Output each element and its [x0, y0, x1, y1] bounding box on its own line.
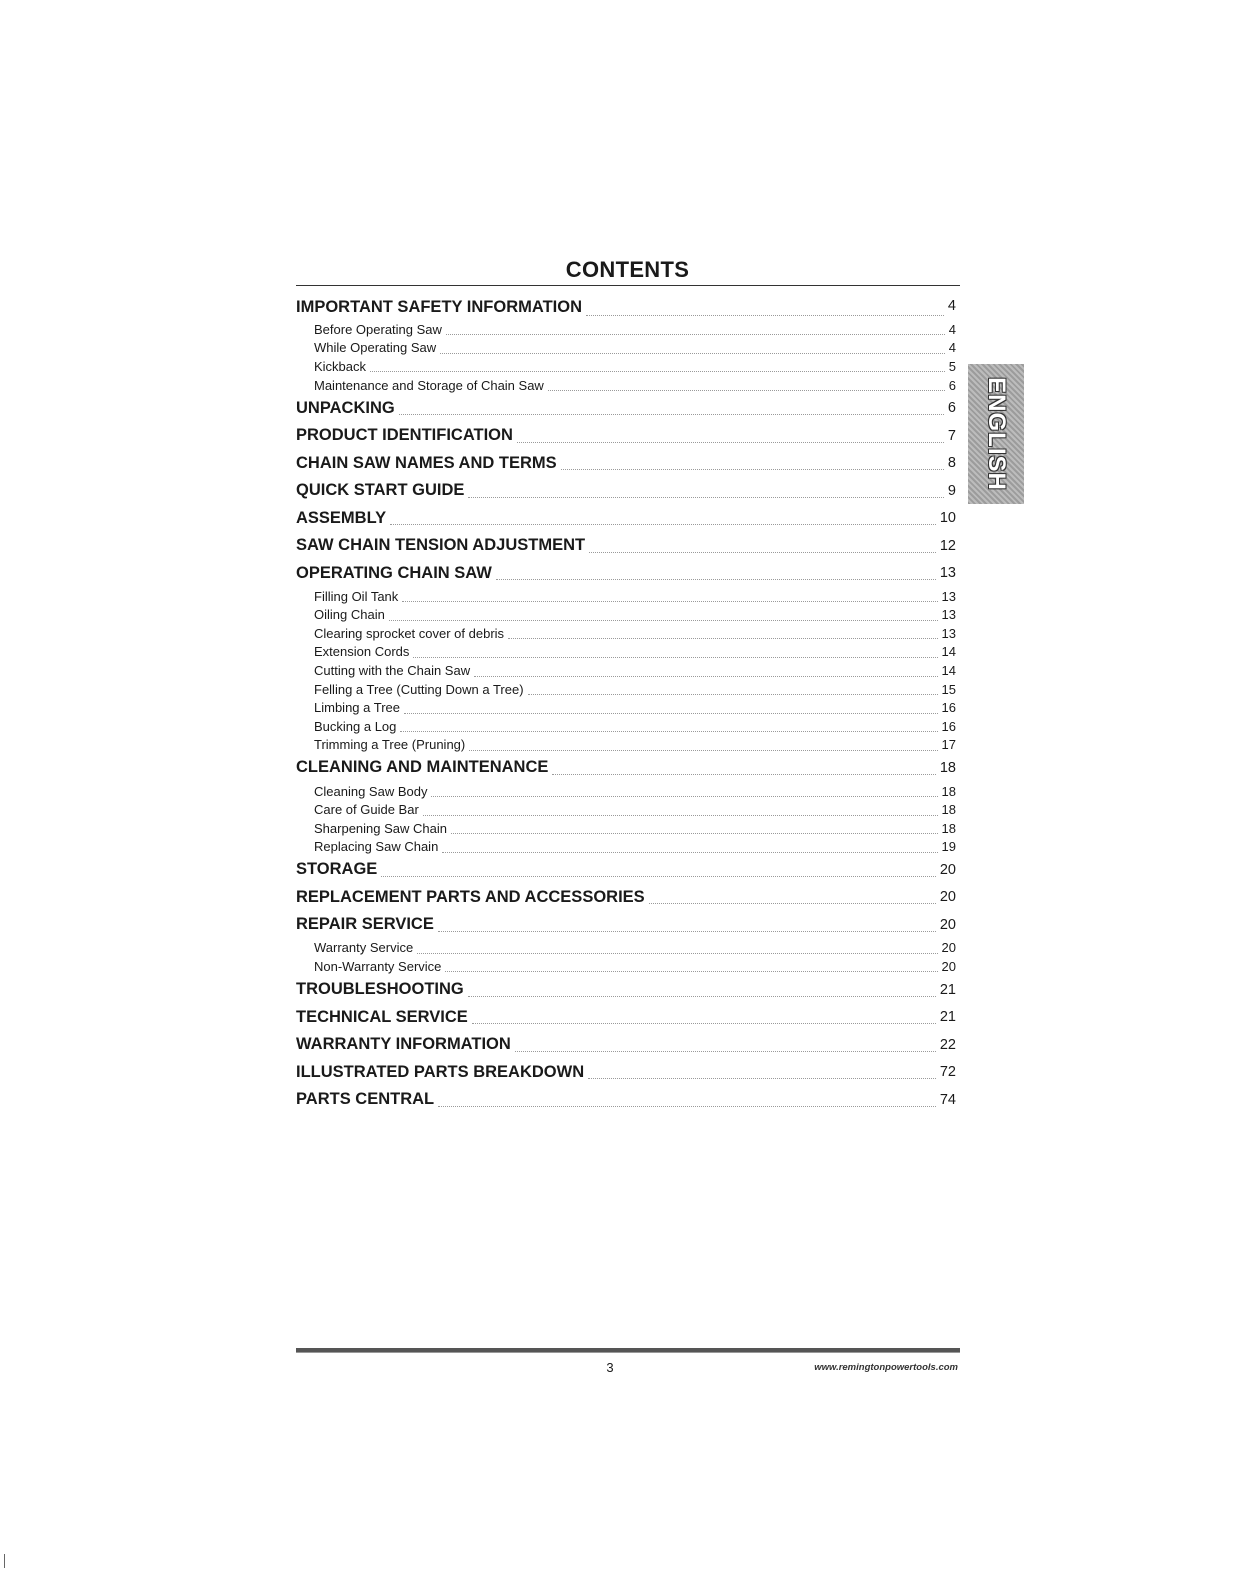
toc-page-number: 4 — [948, 321, 956, 337]
toc-subsection[interactable] — [296, 939, 956, 958]
toc-section[interactable] — [296, 449, 956, 477]
toc-page-number: 6 — [947, 400, 956, 417]
toc-subsection[interactable] — [296, 957, 956, 976]
toc-section-title: REPLACEMENT PARTS AND ACCESSORIES — [296, 887, 645, 906]
dot-leader — [451, 832, 938, 834]
toc-subsection-title: Before Operating Saw — [314, 321, 442, 337]
toc-subsection[interactable] — [296, 838, 956, 857]
toc-section-title: WARRANTY INFORMATION — [296, 1035, 511, 1054]
toc-page-number: 10 — [939, 510, 956, 527]
toc-page-number: 17 — [941, 737, 956, 753]
toc-page-number: 15 — [941, 681, 956, 697]
dot-leader — [445, 970, 937, 972]
dot-leader — [472, 1022, 936, 1024]
page-number: 3 — [606, 1360, 614, 1375]
toc-page-number: 18 — [941, 802, 956, 818]
toc-section[interactable] — [296, 422, 956, 450]
dot-leader — [402, 600, 937, 602]
toc-subsection-title: Felling a Tree (Cutting Down a Tree) — [314, 681, 524, 697]
toc-section-title: UNPACKING — [296, 398, 395, 417]
toc-section-title: ILLUSTRATED PARTS BREAKDOWN — [296, 1062, 585, 1081]
toc-subsection[interactable] — [296, 339, 956, 358]
toc-subsection-title: Bucking a Log — [314, 718, 397, 734]
dot-leader — [413, 656, 937, 658]
dot-leader — [431, 795, 937, 797]
toc-subsection-title: Replacing Saw Chain — [314, 839, 439, 855]
dot-leader — [508, 637, 938, 639]
language-tab-label: ENGLISH — [983, 377, 1010, 491]
dot-leader — [400, 730, 937, 732]
toc-page-number: 19 — [941, 839, 956, 855]
dot-leader — [370, 370, 945, 372]
dot-leader — [438, 930, 936, 932]
toc-page-number: 7 — [947, 427, 956, 444]
toc-section[interactable] — [296, 559, 956, 587]
toc-subsection[interactable] — [296, 605, 956, 624]
toc-subsection-title: Clearing sprocket cover of debris — [314, 625, 505, 641]
toc-section[interactable] — [296, 1086, 956, 1114]
dot-leader — [417, 952, 937, 954]
toc-page-number: 18 — [941, 783, 956, 799]
scan-mark — [4, 1554, 5, 1568]
toc-subsection[interactable] — [296, 320, 956, 339]
toc-subsection-title: Sharpening Saw Chain — [314, 820, 447, 836]
toc-page-number: 18 — [941, 820, 956, 836]
dot-leader — [474, 675, 937, 677]
toc-section[interactable] — [296, 532, 956, 560]
toc-subsection[interactable] — [296, 800, 956, 819]
toc-section[interactable] — [296, 477, 956, 505]
dot-leader — [438, 1105, 936, 1107]
toc-page-number: 13 — [941, 625, 956, 641]
toc-section[interactable] — [296, 1031, 956, 1059]
toc-section[interactable] — [296, 298, 956, 320]
toc-section-title: TECHNICAL SERVICE — [296, 1007, 468, 1026]
toc-page-number: 4 — [948, 340, 956, 356]
dot-leader — [440, 352, 945, 354]
toc-section[interactable] — [296, 911, 956, 939]
toc-subsection-title: Warranty Service — [314, 940, 414, 956]
toc-section-title: STORAGE — [296, 860, 378, 879]
toc-subsection-title: While Operating Saw — [314, 340, 437, 356]
toc-subsection[interactable] — [296, 376, 956, 395]
dot-leader — [528, 693, 938, 695]
toc-section-title: TROUBLESHOOTING — [296, 980, 464, 999]
footer-divider — [296, 1348, 960, 1353]
toc-page-number: 20 — [939, 861, 956, 878]
toc-section-title: OPERATING CHAIN SAW — [296, 563, 492, 582]
toc-page-number: 18 — [939, 759, 956, 776]
toc-section-title: SAW CHAIN TENSION ADJUSTMENT — [296, 536, 586, 555]
footer-url[interactable]: www.remingtonpowertools.com — [814, 1362, 958, 1373]
toc-subsection[interactable] — [296, 624, 956, 643]
toc-page-number: 16 — [941, 700, 956, 716]
dot-leader — [390, 523, 936, 525]
toc-subsection-title: Maintenance and Storage of Chain Saw — [314, 377, 544, 393]
toc-page-number: 14 — [941, 644, 956, 660]
toc-section-title: CLEANING AND MAINTENANCE — [296, 758, 549, 777]
toc-section[interactable] — [296, 504, 956, 532]
page-title: CONTENTS — [565, 257, 690, 282]
dot-leader — [586, 314, 944, 316]
toc-section[interactable] — [296, 1003, 956, 1031]
toc-subsection-title: Limbing a Tree — [314, 700, 400, 716]
toc-section[interactable] — [296, 856, 956, 884]
toc-subsection-title: Oiling Chain — [314, 607, 385, 623]
dot-leader — [468, 995, 936, 997]
toc-section-title: REPAIR SERVICE — [296, 915, 434, 934]
toc-subsection[interactable] — [296, 782, 956, 801]
toc-subsection-title: Non-Warranty Service — [314, 958, 442, 974]
toc-subsection[interactable] — [296, 587, 956, 606]
toc-subsection[interactable] — [296, 661, 956, 680]
toc-page-number: 20 — [941, 940, 956, 956]
toc-subsection-title: Trimming a Tree (Pruning) — [314, 737, 466, 753]
toc-page-number: 13 — [939, 565, 956, 582]
dot-leader — [589, 551, 936, 553]
toc-section[interactable] — [296, 976, 956, 1004]
toc-subsection[interactable] — [296, 698, 956, 717]
toc-subsection-title: Kickback — [314, 358, 367, 374]
dot-leader — [442, 851, 937, 853]
dot-leader — [469, 749, 937, 751]
toc-section[interactable] — [296, 754, 956, 782]
toc-page-number: 6 — [948, 377, 956, 393]
toc-section-title: PRODUCT IDENTIFICATION — [296, 426, 513, 445]
toc-subsection[interactable] — [296, 680, 956, 699]
toc-page-number: 9 — [947, 482, 956, 499]
dot-leader — [548, 389, 945, 391]
toc-page-number: 21 — [939, 981, 956, 998]
toc-page-number: 5 — [948, 358, 956, 374]
toc-page-number: 20 — [941, 958, 956, 974]
toc-page-number: 13 — [941, 607, 956, 623]
toc-section-title: IMPORTANT SAFETY INFORMATION — [296, 298, 582, 316]
toc-section-title: CHAIN SAW NAMES AND TERMS — [296, 453, 557, 472]
dot-leader — [561, 468, 944, 470]
toc-page-number: 4 — [947, 298, 956, 314]
dot-leader — [423, 814, 938, 816]
toc-page-number: 21 — [939, 1009, 956, 1026]
toc-subsection[interactable] — [296, 736, 956, 755]
dot-leader — [552, 773, 935, 775]
dot-leader — [389, 619, 938, 621]
dot-leader — [649, 902, 936, 904]
toc-page-number: 8 — [947, 455, 956, 472]
toc-subsection[interactable] — [296, 643, 956, 662]
toc-subsection-title: Cutting with the Chain Saw — [314, 663, 471, 679]
dot-leader — [517, 441, 944, 443]
toc-page-number: 22 — [939, 1036, 956, 1053]
dot-leader — [588, 1077, 936, 1079]
toc-section[interactable] — [296, 1058, 956, 1086]
toc-subsection-title: Extension Cords — [314, 644, 410, 660]
dot-leader — [381, 875, 936, 877]
toc-page-number: 13 — [941, 588, 956, 604]
toc-page-number: 20 — [939, 916, 956, 933]
toc-section[interactable] — [296, 394, 956, 422]
dot-leader — [468, 496, 944, 498]
toc-page-number: 72 — [939, 1064, 956, 1081]
toc-subsection[interactable] — [296, 819, 956, 838]
dot-leader — [515, 1050, 936, 1052]
toc-page-number: 74 — [939, 1091, 956, 1108]
toc-subsection-title: Care of Guide Bar — [314, 802, 419, 818]
toc-section-title: PARTS CENTRAL — [296, 1090, 435, 1109]
toc-page-number: 20 — [939, 889, 956, 906]
dot-leader — [446, 333, 945, 335]
table-of-contents — [296, 298, 956, 1113]
language-tab — [968, 364, 1024, 504]
dot-leader — [404, 712, 938, 714]
toc-subsection[interactable] — [296, 357, 956, 376]
dot-leader — [496, 578, 936, 580]
toc-section[interactable] — [296, 884, 956, 912]
toc-subsection[interactable] — [296, 717, 956, 736]
toc-page-number: 12 — [939, 537, 956, 554]
dot-leader — [399, 413, 944, 415]
title-divider — [296, 285, 960, 286]
toc-subsection-title: Cleaning Saw Body — [314, 783, 428, 799]
toc-page-number: 14 — [941, 663, 956, 679]
toc-section-title: QUICK START GUIDE — [296, 481, 465, 500]
toc-page-number: 16 — [941, 718, 956, 734]
toc-section-title: ASSEMBLY — [296, 508, 387, 527]
toc-subsection-title: Filling Oil Tank — [314, 588, 399, 604]
